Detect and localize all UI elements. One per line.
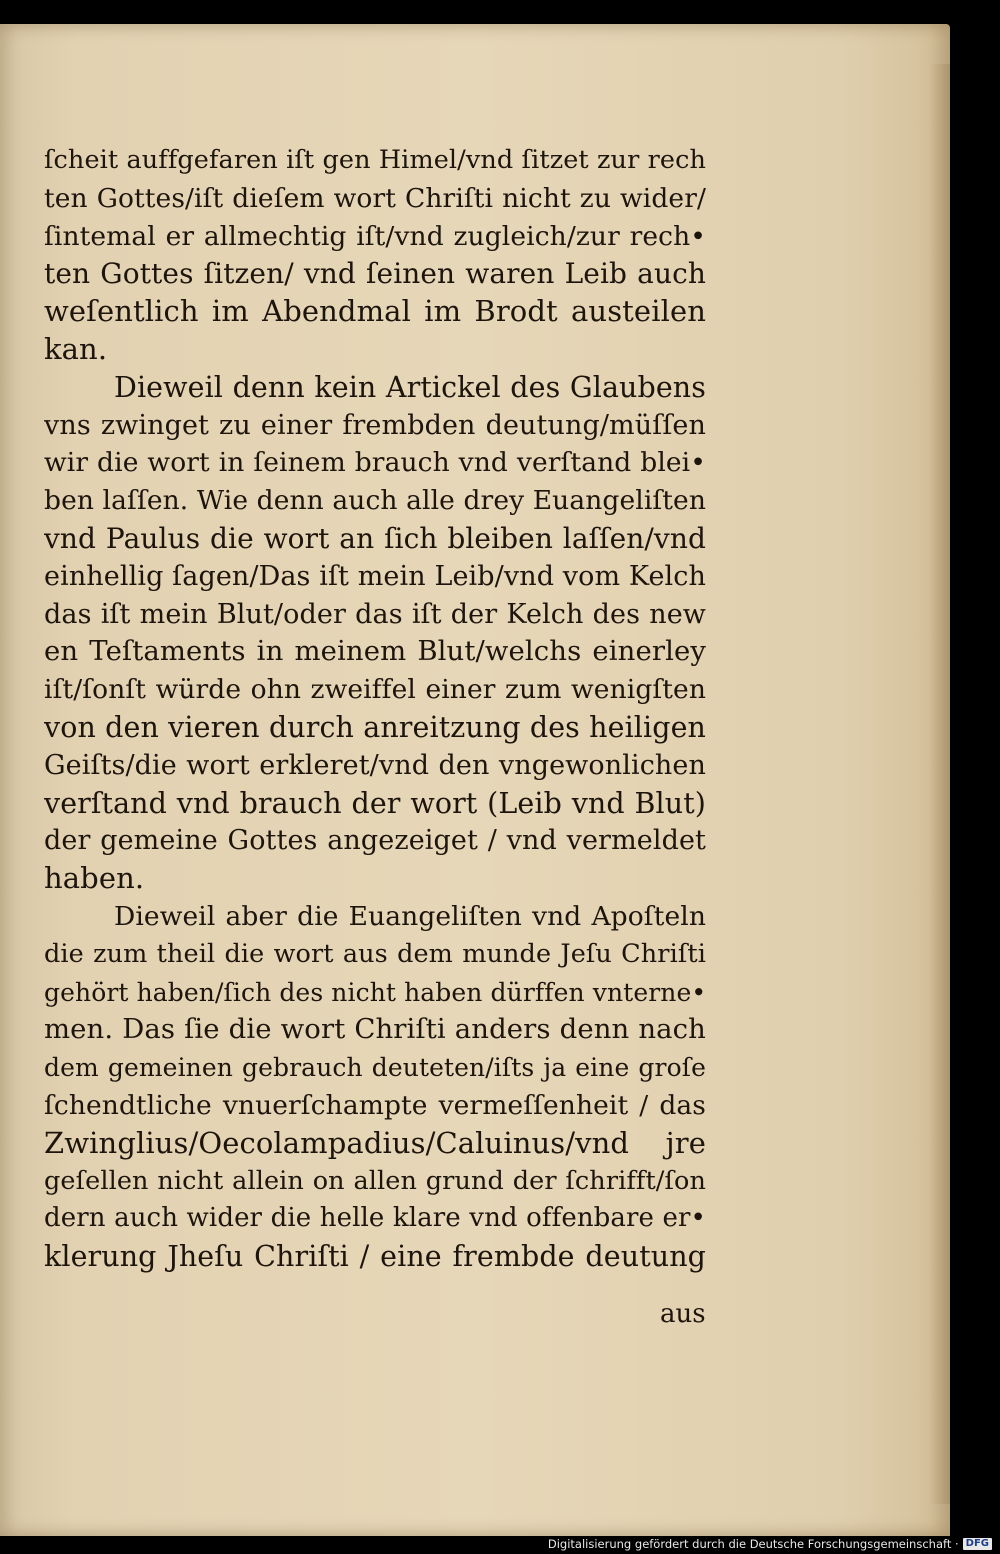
text-line: haben. xyxy=(44,861,145,896)
page-edge xyxy=(928,64,950,1504)
text-line: dern auch wider die helle klare vnd offenbare er• xyxy=(44,1203,706,1234)
credit-text: Digitalisierung gefördert durch die Deutsche Forschungsgemeinschaft · xyxy=(547,1537,959,1551)
text-line: iſt/ſonſt würde ohn zweiffel einer zum wenigſten xyxy=(44,674,706,706)
dfg-logo: DFG xyxy=(963,1538,992,1550)
text-line: Zwinglius/Oecolampadius/Caluinus/vnd jre xyxy=(44,1125,706,1160)
body-text xyxy=(44,142,706,1276)
text-line: vns zwinget zu einer frembden deutung/müſſen xyxy=(44,409,706,441)
text-line: Geiſts/die wort erkleret/vnd den vngewonlichen xyxy=(44,749,706,781)
text-line: ſchendtliche vnuerſchampte vermeſſenheit / das xyxy=(44,1089,706,1121)
catchword: aus xyxy=(660,1299,706,1329)
text-line: einhellig ſagen/Das iſt mein Leib/vnd vom Kelch xyxy=(44,560,706,592)
text-line: verſtand vnd brauch der wort (Leib vnd Blut) xyxy=(44,786,706,820)
text-line: weſentlich im Abendmal im Brodt austeilen xyxy=(44,294,706,329)
text-line: geſellen nicht allein on allen grund der ſchrifft/ſon xyxy=(44,1165,706,1196)
book-page xyxy=(0,24,950,1536)
text-line: men. Das ſie die wort Chriſti anders denn nach xyxy=(44,1013,706,1046)
text-line: wir die wort in ſeinem brauch vnd verſtand blei• xyxy=(44,447,706,479)
text-line: ſintemal er allmechtig iſt/vnd zugleich/zur rech• xyxy=(44,220,706,252)
text-line: von den vieren durch anreitzung des heiligen xyxy=(44,710,706,744)
text-line: gehört haben/ſich des nicht haben dürffen vnterne• xyxy=(44,977,706,1007)
text-line: en Teſtaments in meinem Blut/welchs einerley xyxy=(44,635,706,668)
text-line: ben laſſen. Wie denn auch alle drey Euangeliſten xyxy=(44,485,706,517)
digitization-credit xyxy=(548,1537,992,1551)
text-line: klerung Jheſu Chriſti / eine frembde deutung xyxy=(44,1240,706,1274)
text-line: der gemeine Gottes angezeiget / vnd vermeldet xyxy=(44,825,706,857)
text-line: dem gemeinen gebrauch deuteten/iſts ja eine groſe xyxy=(44,1053,706,1083)
text-line: die zum theil die wort aus dem munde Jeſu Chriſti xyxy=(44,938,706,969)
text-line: ten Gottes/iſt dieſem wort Chriſti nicht zu wider/ xyxy=(44,182,706,214)
text-line: Dieweil denn kein Artickel des Glaubens xyxy=(114,370,706,404)
text-line: Dieweil aber die Euangeliſten vnd Apoſteln xyxy=(114,900,706,932)
text-line: ten Gottes ſitzen/ vnd ſeinen waren Leib auch xyxy=(44,257,706,291)
text-line: vnd Paulus die wort an ſich bleiben laſſen/vnd xyxy=(44,521,706,555)
text-line: ſcheit auffgefaren iſt gen Himel/vnd ſitzet zur rech xyxy=(44,145,706,175)
text-line: kan. xyxy=(44,331,108,366)
text-line: das iſt mein Blut/oder das iſt der Kelch des new xyxy=(44,598,706,630)
